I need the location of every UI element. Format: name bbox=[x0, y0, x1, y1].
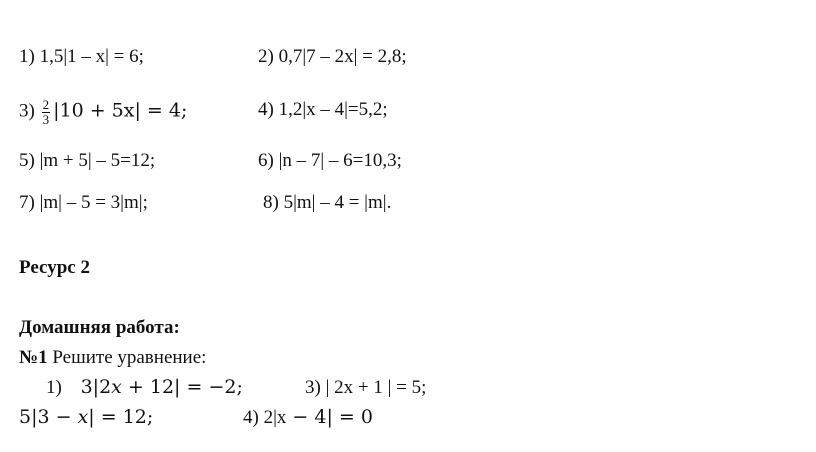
homework-item-4 bbox=[243, 408, 373, 427]
exercise-3-equation: |10 + 5x| = 4; bbox=[53, 99, 188, 122]
homework-item-1-label: 1) bbox=[46, 377, 62, 398]
exercise-6: 6) |n – 7| – 6=10,3; bbox=[258, 150, 402, 171]
task-number: №1 bbox=[19, 347, 48, 368]
homework-item-1 bbox=[46, 378, 243, 397]
exercise-8: 8) 5|m| – 4 = |m|. bbox=[263, 192, 392, 213]
task-text: Решите уравнение: bbox=[47, 347, 207, 368]
exercise-4: 4) 1,2|x – 4|=5,2; bbox=[258, 99, 388, 120]
exercise-3-fraction bbox=[42, 98, 51, 126]
homework-item-2: 5|3 − 𝑥| = 12; bbox=[19, 406, 154, 428]
homework-task bbox=[19, 348, 206, 367]
exercise-3 bbox=[19, 98, 187, 126]
homework-item-4-equation: − 4| = 0 bbox=[286, 406, 373, 428]
exercise-1: 1) 1,5|1 – x| = 6; bbox=[19, 46, 144, 67]
exercise-7: 7) |m| – 5 = 3|m|; bbox=[19, 192, 148, 213]
homework-item-3: 3) | 2x + 1 | = 5; bbox=[305, 377, 427, 398]
homework-item-1-equation: 3|2𝑥 + 12| = −2; bbox=[80, 376, 243, 398]
homework-heading: Домашняя работа: bbox=[19, 317, 180, 338]
exercise-5: 5) |m + 5| – 5=12; bbox=[19, 150, 156, 171]
fraction-numerator: 2 bbox=[42, 97, 50, 112]
exercise-2: 2) 0,7|7 – 2x| = 2,8; bbox=[258, 46, 407, 67]
exercise-3-label: 3) bbox=[19, 100, 35, 122]
resource-heading: Ресурс 2 bbox=[19, 257, 90, 278]
fraction-denominator: 3 bbox=[42, 111, 50, 127]
homework-item-4-prefix: 4) 2|x bbox=[243, 407, 287, 428]
